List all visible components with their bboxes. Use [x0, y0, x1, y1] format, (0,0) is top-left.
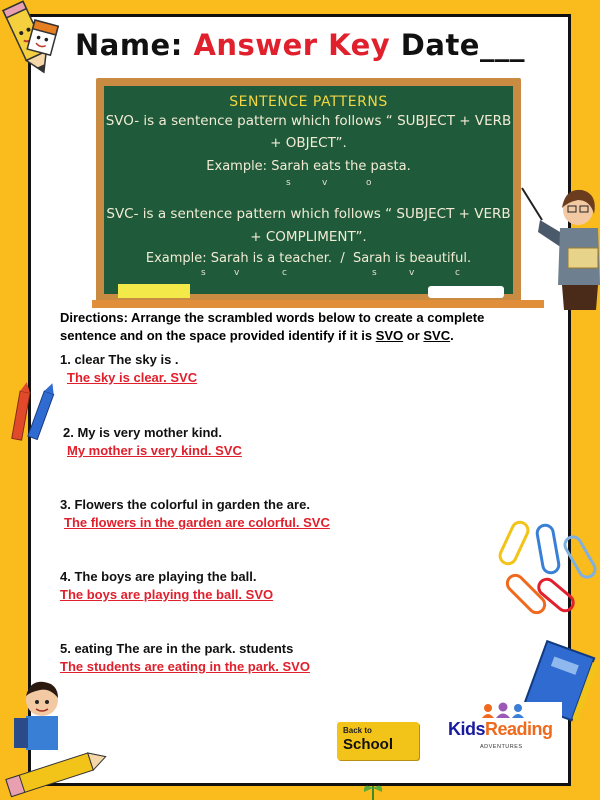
- school-label: School: [343, 736, 394, 753]
- svo-label-v: v: [322, 178, 328, 188]
- svc-example-2: Sarah is beautiful.: [352, 251, 472, 266]
- eraser-icon: [428, 286, 504, 298]
- student-boy-icon: [0, 672, 110, 800]
- svc1-label-v: v: [234, 268, 240, 278]
- kidsreading-logo: [442, 702, 562, 758]
- svo-label-o: o: [366, 178, 372, 188]
- yellow-chalk-icon: [118, 284, 190, 298]
- date-label: Date___: [400, 28, 525, 62]
- svc2-label-s: s: [372, 268, 377, 278]
- crayons-icon: [8, 380, 58, 450]
- back-to-school-badge: [337, 722, 419, 760]
- logo-kids: Kids: [448, 719, 486, 739]
- board-title: SENTENCE PATTERNS: [229, 94, 388, 110]
- svc-rule-line1: SVC- is a sentence pattern which follows “ SUBJECT + VERB: [106, 206, 511, 222]
- question-4: 4. The boys are playing the ball.: [60, 569, 257, 584]
- teacher-icon: [520, 180, 600, 310]
- question-3: 3. Flowers the colorful in garden the are.: [60, 497, 310, 512]
- directions-body: Directions: Arrange the scrambled words below to create a complete sentence and on the space provided identify if it is: [60, 310, 485, 343]
- chalkboard-ledge: [92, 300, 544, 308]
- answer-4: The boys are playing the ball. SVO: [60, 587, 274, 602]
- kids-figures-icon: [480, 702, 526, 720]
- answer-key-label: Answer Key: [193, 28, 391, 62]
- logo-reading: Reading: [485, 719, 553, 739]
- svo-rule-line2: + OBJECT”.: [270, 135, 347, 151]
- svc-term: SVC: [423, 328, 451, 343]
- sprout-icon: [358, 778, 388, 800]
- back-to-label: Back to: [343, 726, 372, 735]
- svc1-label-c: c: [282, 268, 287, 278]
- question-5: 5. eating The are in the park. students: [60, 641, 294, 656]
- svc1-label-s: s: [201, 268, 206, 278]
- svo-example: Example: Sarah eats the pasta.: [206, 159, 411, 174]
- question-2: 2. My is very mother kind.: [63, 425, 222, 440]
- question-1: 1. clear The sky is .: [60, 352, 179, 367]
- name-label: Name:: [75, 28, 183, 62]
- logo-name: [448, 719, 553, 740]
- logo-subtitle: ADVENTURES: [480, 744, 523, 750]
- chalkboard: [104, 86, 513, 294]
- svc-example-1: Example: Sarah is a teacher.: [145, 251, 333, 266]
- answer-1: The sky is clear. SVC: [67, 370, 198, 385]
- svc-separator: /: [340, 251, 345, 266]
- directions-text: [60, 309, 500, 345]
- directions-end: .: [450, 328, 454, 343]
- svc-examples: [104, 251, 513, 266]
- worksheet-title: [0, 28, 600, 62]
- svc2-label-c: c: [455, 268, 460, 278]
- svo-rule-line1: SVO- is a sentence pattern which follows “ SUBJECT + VERB: [105, 113, 512, 129]
- answer-2: My mother is very kind. SVC: [67, 443, 242, 458]
- paper-clips-icon: [498, 515, 600, 625]
- answer-3: The flowers in the garden are colorful. SVC: [64, 515, 330, 530]
- directions-or: or: [403, 328, 424, 343]
- svo-label-s: s: [286, 178, 291, 188]
- svc2-label-v: v: [409, 268, 415, 278]
- svo-term: SVO: [375, 328, 404, 343]
- svc-rule-line2: + COMPLIMENT”.: [250, 229, 367, 245]
- answer-5: The students are eating in the park. SVO: [60, 659, 310, 674]
